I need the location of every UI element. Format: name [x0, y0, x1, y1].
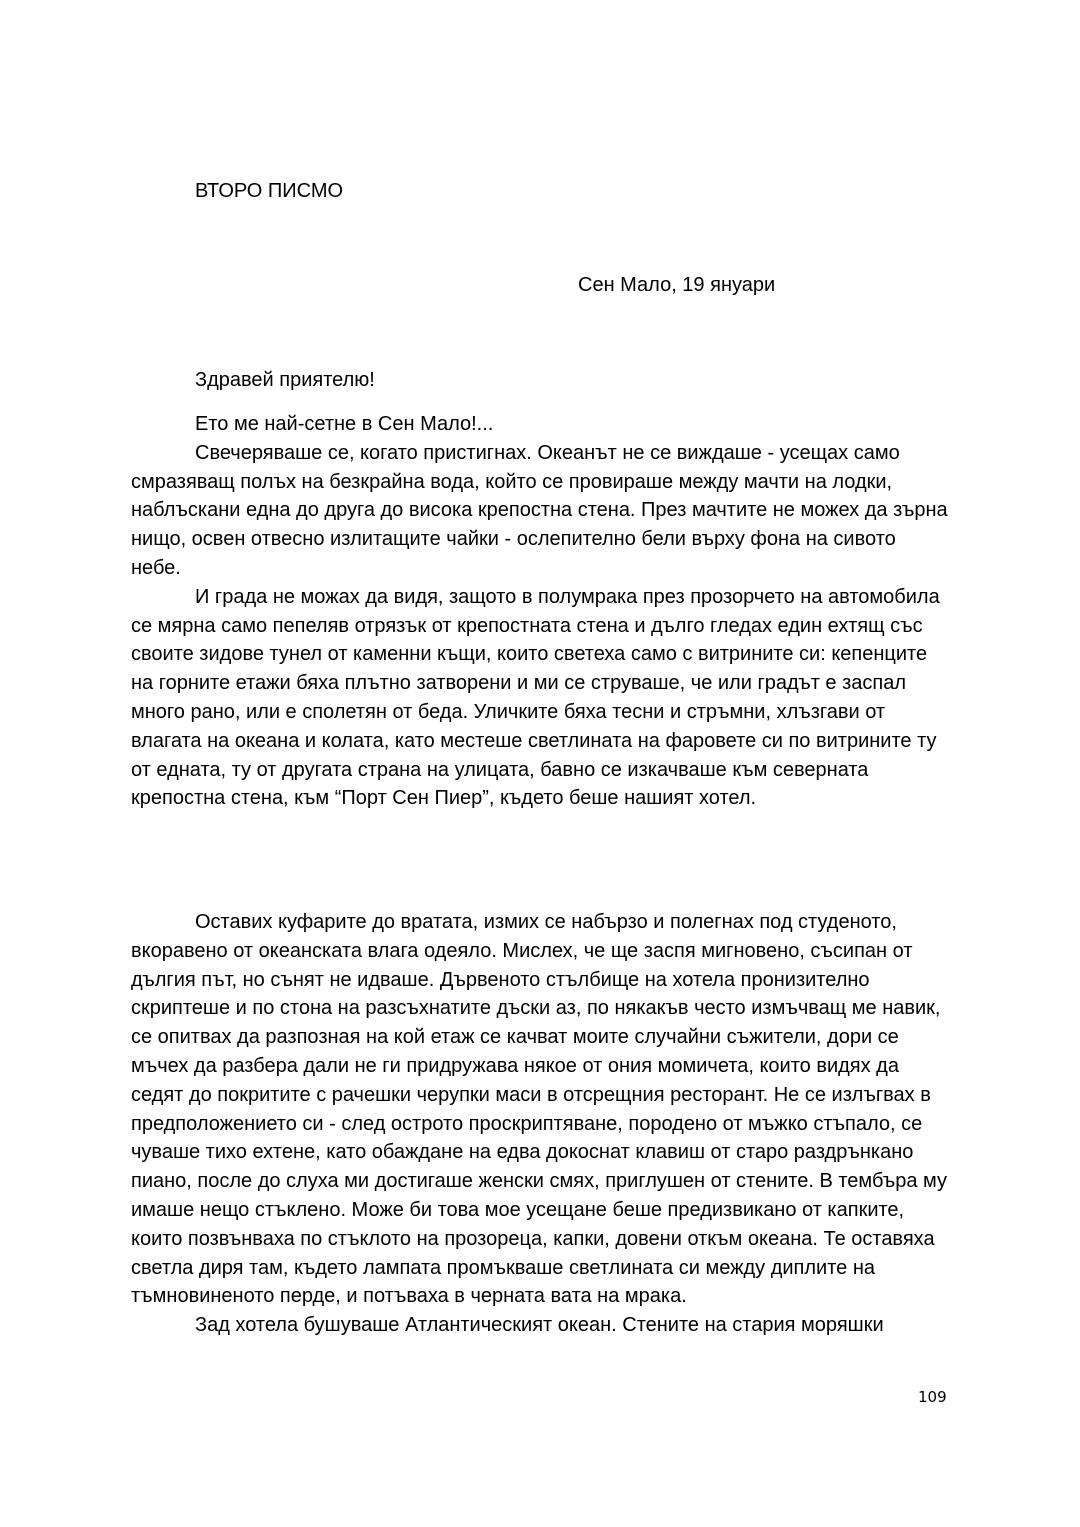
paragraph: Свечеряваше се, когато пристигнах. Океанът не се виждаше - усещах само смразяващ полъх на безкрайна вода, който се провираше между мачти на лодки, наблъскани една до друга до висока крепостна стена. През мачтите не можех да зърна нищо, освен отвесно излитащите чайки - ослепително бели върху фона на сивото небе. — [131, 441, 948, 579]
greeting: Здравей приятелю! — [195, 369, 375, 391]
body-text-part-1 — [131, 410, 951, 813]
body-text-part-2 — [131, 908, 951, 1340]
paragraph: Зад хотела бушуваше Атлантическият океан. Стените на стария моряшки — [195, 1314, 884, 1337]
date-line: Сен Мало, 19 януари — [578, 274, 776, 296]
paragraph: Ето ме най-сетне в Сен Мало!... — [195, 413, 494, 435]
paragraph: И града не можах да видя, защото в полумрака през прозорчето на автомобила се мярна само пепеляв отрязък от крепостната стена и дълго гледах един ехтящ със своите зидове тунел от каменни къщи, които светеха само с витрините си: кепенците на горните етажи бяха плътно затворени и ми се струваше, че или градът е заспал много рано, или е сполетян от беда. Уличките бяха тесни и стръмни, хлъзгави от влагата на океана и колата, като местеше светлината на фаровете си по витрините ту от едната, ту от другата страна на улицата, бавно се изкачваше към северната крепостна стена, към “Порт Сен Пиер”, където беше нашият хотел. — [131, 585, 940, 810]
page-number: 109 — [918, 1388, 947, 1406]
paragraph: Оставих куфарите до вратата, измих се набързо и полегнах под студеното, вкоравено от океанската влага одеяло. Мислех, че ще заспя мигновено, съсипан от дългия път, но сънят не идваше. Дървеното стълбище на хотела пронизително скриптеше и по стона на разсъхнатите дъски аз, по някакъв често измъчващ ме навик, се опитвах да разпозная на кой етаж се качват моите случайни съжители, дори се мъчех да разбера дали не ги придружава някое от ония момичета, които видях да седят до покритите с рачешки черупки маси в отсрещния ресторант. Не се излъгвах в предположението си - след острото проскриптяване, породено от мъжко стъпало, се чуваше тихо ехтене, като обаждане на едва докоснат клавиш от старо раздрънкано пиано, после до слуха ми достигаше женски смях, приглушен от стените. В тембъра му имаше нещо стъклено. Може би това мое усещане беше предизвикано от капките, които позвънваха по стъклото на прозореца, капки, довени откъм океана. Те оставяха светла диря там, където лампата промъкваше светлината си между диплите на тъмновиненото перде, и потъваха в черната вата на мрака. — [131, 911, 948, 1308]
letter-title: ВТОРО ПИСМО — [195, 180, 344, 202]
